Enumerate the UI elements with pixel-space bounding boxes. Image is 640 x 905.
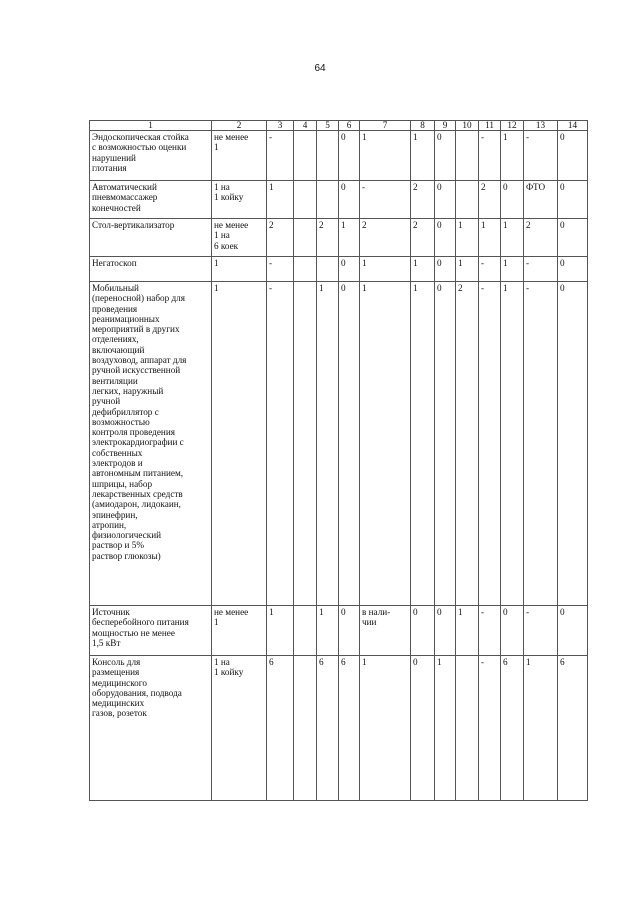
value-cell: 1 <box>411 257 435 282</box>
equipment-name: Эндоскопическая стойка с возможностью оценки нарушений глотания <box>90 131 212 181</box>
value-cell: 0 <box>435 282 456 606</box>
value-cell <box>294 282 317 606</box>
table-row <box>90 181 588 219</box>
value-cell: 1 <box>501 257 524 282</box>
value-cell: - <box>524 257 558 282</box>
column-header: 5 <box>317 121 339 131</box>
value-cell: 1 <box>317 282 339 606</box>
value-cell: 1 <box>360 131 411 181</box>
value-cell: 2 <box>317 219 339 257</box>
value-cell: 0 <box>501 181 524 219</box>
column-header: 12 <box>501 121 524 131</box>
value-cell: 1 <box>317 606 339 656</box>
value-cell <box>317 257 339 282</box>
equipment-table <box>89 120 588 801</box>
page-number: 64 <box>314 63 326 74</box>
quantity: 1 <box>212 282 267 606</box>
value-cell: 0 <box>411 656 435 801</box>
value-cell: 0 <box>339 181 360 219</box>
value-cell <box>456 131 479 181</box>
column-header: 1 <box>90 121 212 131</box>
value-cell: 0 <box>339 257 360 282</box>
value-cell: 0 <box>558 131 588 181</box>
value-cell: 1 <box>501 219 524 257</box>
column-header: 7 <box>360 121 411 131</box>
header-row <box>90 121 588 131</box>
column-header: 13 <box>524 121 558 131</box>
value-cell: - <box>267 131 294 181</box>
equipment-name: Стол-вертикализатор <box>90 219 212 257</box>
value-cell: 6 <box>267 656 294 801</box>
value-cell: 1 <box>456 606 479 656</box>
quantity: 1 <box>212 257 267 282</box>
value-cell: 0 <box>435 131 456 181</box>
value-cell: 0 <box>558 181 588 219</box>
value-cell: 6 <box>317 656 339 801</box>
value-cell: 6 <box>339 656 360 801</box>
value-cell: 0 <box>435 181 456 219</box>
value-cell <box>456 181 479 219</box>
value-cell: 1 <box>501 131 524 181</box>
value-cell: - <box>267 257 294 282</box>
value-cell: ФТО <box>524 181 558 219</box>
value-cell: 0 <box>411 606 435 656</box>
value-cell: 1 <box>435 656 456 801</box>
value-cell <box>317 181 339 219</box>
value-cell: 1 <box>456 257 479 282</box>
value-cell: 0 <box>339 282 360 606</box>
value-cell: - <box>479 656 501 801</box>
value-cell: 2 <box>524 219 558 257</box>
value-cell <box>294 219 317 257</box>
table-row <box>90 219 588 257</box>
column-header: 3 <box>267 121 294 131</box>
column-header: 4 <box>294 121 317 131</box>
value-cell <box>294 257 317 282</box>
column-header: 14 <box>558 121 588 131</box>
value-cell <box>294 131 317 181</box>
value-cell: - <box>479 257 501 282</box>
value-cell: 6 <box>501 656 524 801</box>
value-cell: 1 <box>524 656 558 801</box>
column-header: 8 <box>411 121 435 131</box>
value-cell: - <box>479 606 501 656</box>
value-cell: 2 <box>456 282 479 606</box>
equipment-name: Автоматический пневмомассажер конечностей <box>90 181 212 219</box>
value-cell: - <box>524 282 558 606</box>
value-cell: 1 <box>267 181 294 219</box>
quantity: 1 на 1 койку <box>212 656 267 801</box>
value-cell: 2 <box>267 219 294 257</box>
equipment-name: Консоль для размещения медицинского оборудования, подвода медицинских газов, розеток <box>90 656 212 801</box>
value-cell: 1 <box>411 282 435 606</box>
equipment-name: Источник бесперебойного питания мощностью не менее 1,5 кВт <box>90 606 212 656</box>
value-cell: 1 <box>339 219 360 257</box>
value-cell: 1 <box>411 131 435 181</box>
value-cell: 2 <box>411 181 435 219</box>
value-cell: 6 <box>558 656 588 801</box>
value-cell: 2 <box>479 181 501 219</box>
value-cell: - <box>360 181 411 219</box>
quantity: не менее 1 <box>212 131 267 181</box>
equipment-name: Негатоскоп <box>90 257 212 282</box>
value-cell: 1 <box>456 219 479 257</box>
table-row <box>90 257 588 282</box>
quantity: 1 на 1 койку <box>212 181 267 219</box>
column-header: 2 <box>212 121 267 131</box>
value-cell <box>294 656 317 801</box>
quantity: не менее 1 <box>212 606 267 656</box>
value-cell: 1 <box>360 282 411 606</box>
table-row <box>90 131 588 181</box>
value-cell <box>294 606 317 656</box>
value-cell: 0 <box>435 606 456 656</box>
value-cell <box>294 181 317 219</box>
value-cell: - <box>479 282 501 606</box>
column-header: 6 <box>339 121 360 131</box>
quantity: не менее 1 на 6 коек <box>212 219 267 257</box>
value-cell: 0 <box>339 606 360 656</box>
table-row <box>90 282 588 606</box>
value-cell: 0 <box>501 606 524 656</box>
value-cell: 2 <box>411 219 435 257</box>
table-row <box>90 606 588 656</box>
value-cell: 0 <box>558 282 588 606</box>
value-cell: 0 <box>435 219 456 257</box>
column-header: 9 <box>435 121 456 131</box>
value-cell: - <box>267 282 294 606</box>
value-cell: - <box>524 606 558 656</box>
value-cell: - <box>524 131 558 181</box>
value-cell <box>456 656 479 801</box>
value-cell: 0 <box>558 219 588 257</box>
value-cell: 0 <box>339 131 360 181</box>
value-cell: 1 <box>360 257 411 282</box>
value-cell: 0 <box>558 606 588 656</box>
equipment-name: Мобильный (переносной) набор для проведения реанимационных мероприятий в других отделениях, включающий воздуховод, аппарат для ручной искусственной вентиляции легких, наружный ручной дефибриллятор с возможностью контроля проведения электрокардиографии с собственных электродов и автономным питанием, шприцы, набор лекарственных средств (амиодарон, лидокаин, эпинефрин, атропин, физиологический раствор и 5% раствор глюкозы) <box>90 282 212 606</box>
value-cell: 0 <box>558 257 588 282</box>
value-cell: 1 <box>501 282 524 606</box>
value-cell: 2 <box>360 219 411 257</box>
column-header: 10 <box>456 121 479 131</box>
value-cell: 1 <box>360 656 411 801</box>
column-header: 11 <box>479 121 501 131</box>
value-cell <box>317 131 339 181</box>
value-cell: 0 <box>435 257 456 282</box>
table-row <box>90 656 588 801</box>
value-cell: 1 <box>479 219 501 257</box>
value-cell: в нали- чии <box>360 606 411 656</box>
value-cell: - <box>479 131 501 181</box>
value-cell: 1 <box>267 606 294 656</box>
